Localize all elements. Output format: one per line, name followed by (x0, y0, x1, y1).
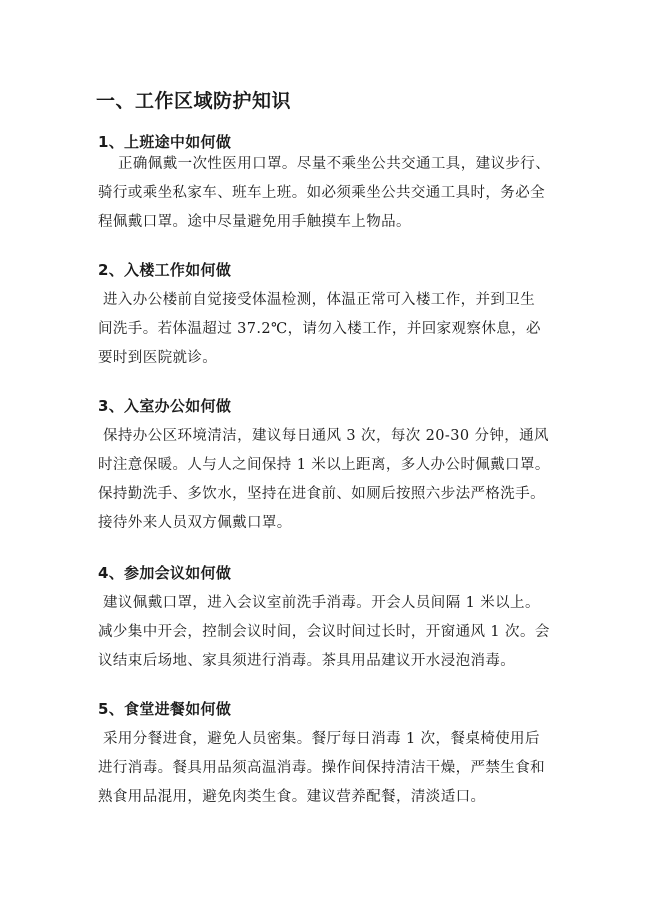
section-paragraph-3 (98, 422, 558, 538)
paragraph-line: 进入办公楼前自觉接受体温检测，体温正常可入楼工作，并到卫生 (103, 292, 536, 308)
section-heading-5: 5、食堂进餐如何做 (98, 700, 232, 718)
paragraph-line: 采用分餐进食，避免人员密集。餐厅每日消毒 1 次，餐桌椅使用后 (103, 731, 540, 747)
document-title: 一、工作区域防护知识 (96, 90, 292, 112)
section-heading-2: 2、入楼工作如何做 (98, 261, 232, 279)
section-heading-1: 1、上班途中如何做 (98, 133, 232, 151)
paragraph-line: 熟食用品混用，避免肉类生食。建议营养配餐，清淡适口。 (98, 789, 486, 805)
paragraph-line: 进行消毒。餐具用品须高温消毒。操作间保持清洁干燥，严禁生食和 (98, 760, 545, 776)
paragraph-line: 接待外来人员双方佩戴口罩。 (98, 515, 292, 531)
section-paragraph-5 (98, 725, 558, 812)
paragraph-line: 正确佩戴一次性医用口罩。尽量不乘坐公共交通工具，建议步行、 (118, 156, 551, 172)
paragraph-line: 议结束后场地、家具须进行消毒。茶具用品建议开水浸泡消毒。 (98, 653, 516, 669)
section-paragraph-1 (98, 150, 558, 237)
paragraph-line: 保持勤洗手、多饮水，坚持在进食前、如厕后按照六步法严格洗手。 (98, 486, 545, 502)
section-heading-4: 4、参加会议如何做 (98, 564, 232, 582)
paragraph-line: 间洗手。若体温超过 37.2℃，请勿入楼工作，并回家观察休息，必 (98, 321, 541, 337)
paragraph-line: 保持办公区环境清洁，建议每日通风 3 次，每次 20-30 分钟，通风 (103, 428, 549, 444)
section-heading-3: 3、入室办公如何做 (98, 397, 232, 415)
paragraph-line: 骑行或乘坐私家车、班车上班。如必须乘坐公共交通工具时，务必全 (98, 185, 545, 201)
section-paragraph-4 (98, 589, 558, 676)
paragraph-line: 程佩戴口罩。途中尽量避免用手触摸车上物品。 (98, 214, 411, 230)
paragraph-line: 减少集中开会，控制会议时间，会议时间过长时，开窗通风 1 次。会 (98, 624, 550, 640)
paragraph-line: 建议佩戴口罩，进入会议室前洗手消毒。开会人员间隔 1 米以上。 (103, 595, 540, 611)
section-paragraph-2 (98, 286, 558, 373)
paragraph-line: 时注意保暖。人与人之间保持 1 米以上距离，多人办公时佩戴口罩。 (98, 457, 550, 473)
paragraph-line: 要时到医院就诊。 (98, 350, 218, 366)
